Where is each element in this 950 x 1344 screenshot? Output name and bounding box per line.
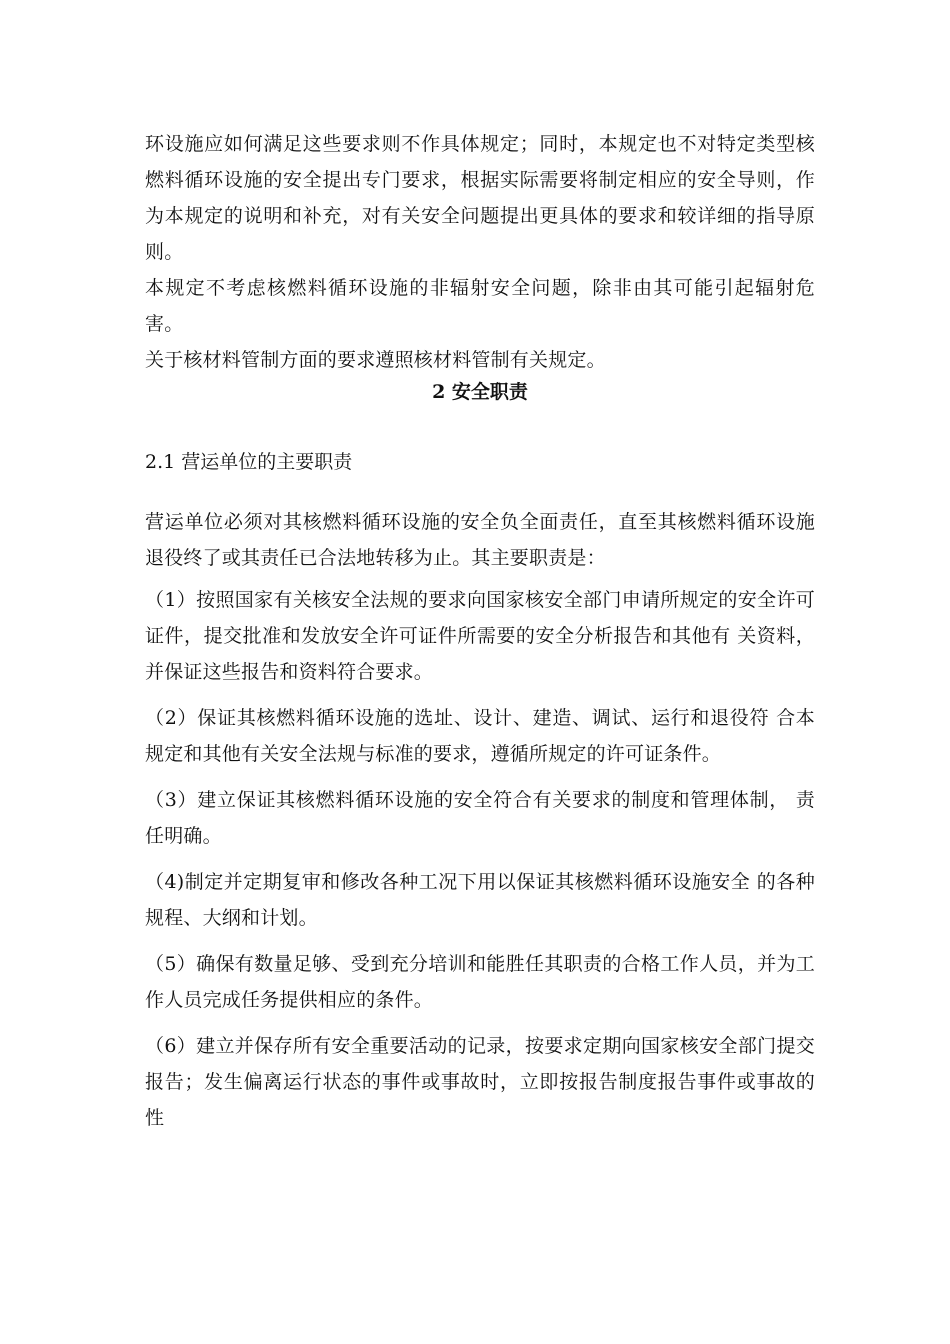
duty-item-5: （5）确保有数量足够、受到充分培训和能胜任其职责的合格工作人员，并为工作人员完成任务提供相应的条件。 (145, 953, 815, 1011)
intro-text (145, 126, 815, 378)
subsection-heading: 2.1 营运单位的主要职责 (145, 451, 353, 473)
section-body (145, 504, 815, 1136)
duty-item-4: （4)制定并定期复审和修改各种工况下用以保证其核燃料循环设施安全 的各种规程、大纲和计划。 (145, 871, 815, 929)
duty-item-1: （1）按照国家有关核安全法规的要求向国家核安全部门申请所规定的安全许可证件，提交批准和发放安全许可证件所需要的安全分析报告和其他有 关资料，并保证这些报告和资料符合要求。 (145, 589, 815, 683)
duty-item-2: （2）保证其核燃料循环设施的选址、设计、建造、调试、运行和退役符 合本规定和其他有关安全法规与标准的要求，遵循所规定的许可证条件。 (145, 707, 815, 765)
body-paragraph-lead: 营运单位必须对其核燃料循环设施的安全负全面责任，直至其核燃料循环设施退役终了或其责任已合法地转移为止。其主要职责是： (145, 511, 815, 569)
intro-paragraph-3: 关于核材料管制方面的要求遵照核材料管制有关规定。 (145, 349, 606, 371)
intro-paragraph-1: 环设施应如何满足这些要求则不作具体规定；同时，本规定也不对特定类型核燃料循环设施的安全提出专门要求，根据实际需要将制定相应的安全导则，作为本规定的说明和补充，对有关安全问题提出更具体的要求和较详细的指导原则。 (145, 133, 815, 263)
section-heading: 2 安全职责 (432, 381, 528, 403)
intro-paragraph-2: 本规定不考虑核燃料循环设施的非辐射安全问题，除非由其可能引起辐射危害。 (145, 277, 815, 335)
duty-item-6: （6）建立并保存所有安全重要活动的记录，按要求定期向国家核安全部门提交报告；发生偏离运行状态的事件或事故时，立即按报告制度报告事件或事故的性 (145, 1035, 815, 1129)
duty-item-3: （3）建立保证其核燃料循环设施的安全符合有关要求的制度和管理体制， 责任明确。 (145, 789, 815, 847)
